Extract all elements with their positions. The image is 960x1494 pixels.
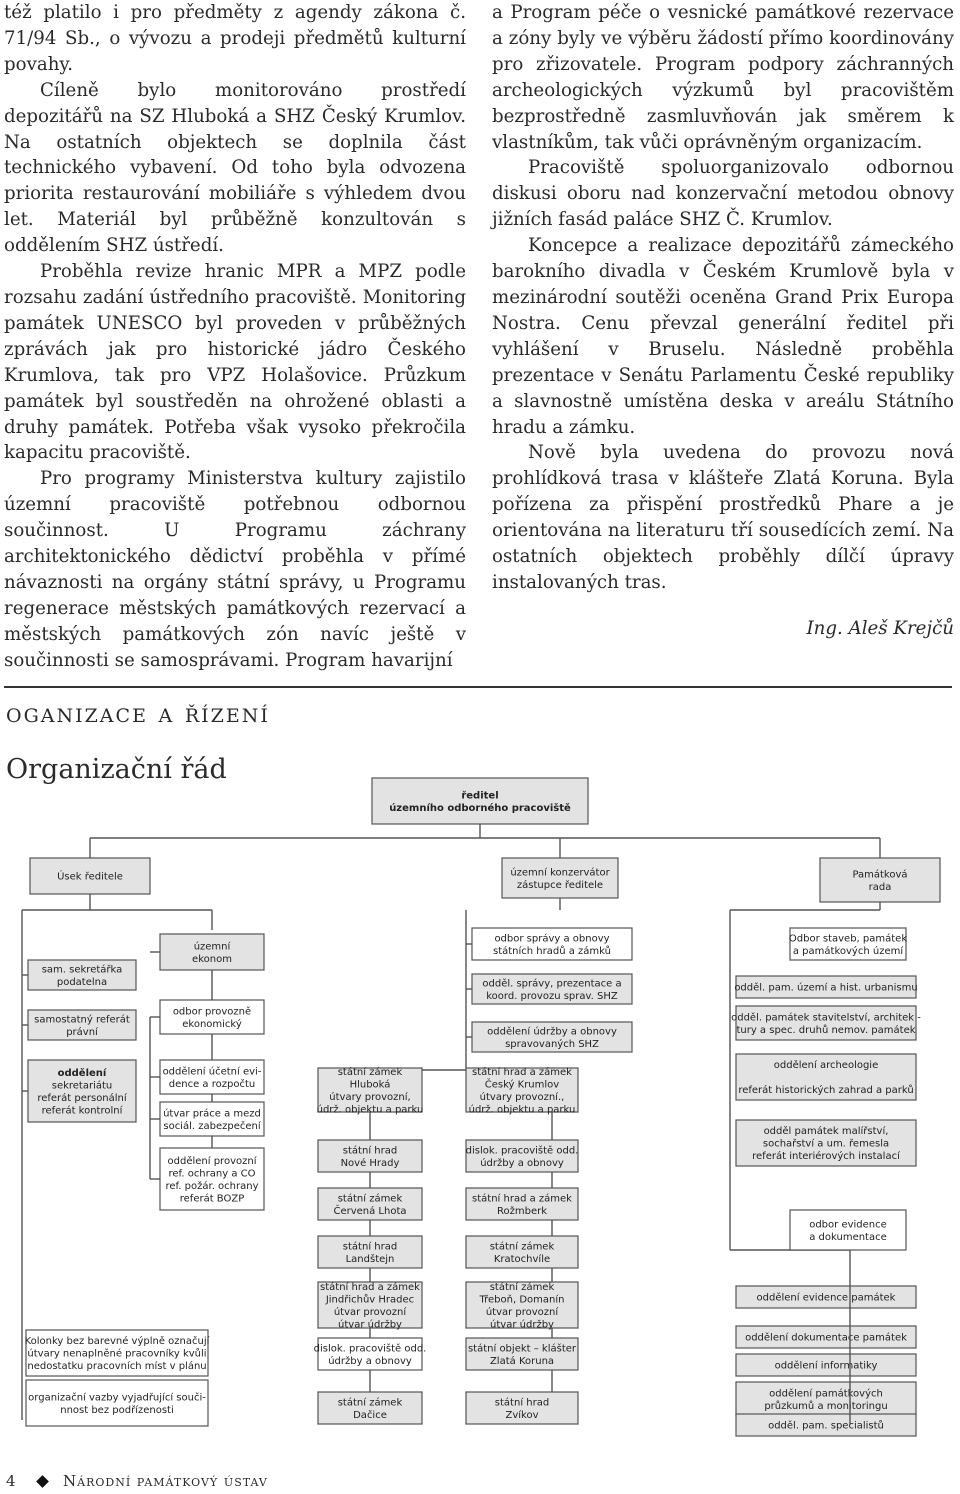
org-unit-label: odděl. pam. území a hist. urbanismu bbox=[734, 982, 918, 994]
publication-name: Národní památkový ústav bbox=[63, 1472, 268, 1490]
org-unit-box bbox=[790, 1210, 906, 1250]
org-unit-label: sekretariátu bbox=[51, 1080, 113, 1092]
org-unit-label: nedostatku pracovních míst v plánu bbox=[27, 1361, 207, 1372]
paragraph: a Program péče o vesnické památkové rezervace a zóny byly ve výběru žádostí přímo koordinovány pro zřizovatele. Program podpory záchranných archeologických výzkumů byl pracovištěm bezprostředně zasmluvňován jak směrem k vlastníkům, tak vůči oprávněným organizacím. bbox=[492, 2, 954, 153]
org-unit-box bbox=[731, 1006, 921, 1040]
org-unit-box bbox=[318, 1392, 422, 1424]
paragraph: Pracoviště spoluorganizovalo odbornou diskusi oboru nad konzervační metodou obnovy jižních fasád paláce SHZ Č. Krumlov. bbox=[492, 157, 954, 231]
org-unit-box bbox=[466, 1188, 578, 1220]
org-unit-label: oddělení archeologie bbox=[773, 1060, 879, 1071]
paragraph: též platilo i pro předměty z agendy zákona č. 71/94 Sb., o vývozu a prodeji předmětů kulturní povahy. bbox=[4, 2, 466, 75]
paragraph: Cíleně bylo monitorováno prostředí depozitářů na SZ Hluboká a SHZ Český Krumlov. Na ostatních objektech se doplnila část technického vybavení. Od toho byla odvozena priorita restaurování mobiliáře s výhledem dvou let. Materiál byl průběžně konzultován s oddělením SHZ ústředí. bbox=[4, 79, 466, 257]
org-unit-label: územního odborného pracoviště bbox=[389, 802, 571, 814]
org-unit-label: Kolonky bez barevné výplně označují bbox=[24, 1336, 210, 1347]
org-unit-label: údržby a obnovy bbox=[328, 1355, 412, 1367]
org-unit-label: tury a spec. druhů nemov. památek bbox=[736, 1024, 916, 1036]
org-unit-label: dence a rozpočtu bbox=[168, 1078, 256, 1090]
heritage-council-box bbox=[820, 858, 940, 902]
org-unit-label: Nové Hrady bbox=[340, 1157, 400, 1169]
org-unit-box bbox=[466, 1236, 578, 1268]
org-unit-label: státní hrad a zámek bbox=[320, 1281, 420, 1293]
org-unit-box bbox=[466, 1281, 578, 1331]
org-unit-label: ref. ochrany a CO bbox=[168, 1168, 256, 1180]
org-unit-box bbox=[736, 1354, 916, 1376]
org-unit-box bbox=[466, 1140, 579, 1172]
org-unit-box bbox=[466, 1066, 578, 1116]
diamond-icon bbox=[36, 1475, 49, 1488]
subsection-title: Organizační řád bbox=[6, 754, 227, 785]
org-unit-box bbox=[466, 1392, 578, 1424]
org-unit-box bbox=[736, 1286, 916, 1308]
org-unit-label: odděl. správy, prezentace a bbox=[482, 978, 622, 990]
org-unit-box bbox=[734, 976, 917, 998]
org-unit-label: státních hradů a zámků bbox=[493, 945, 611, 957]
paragraph: Pro programy Ministerstva kultury zajistilo územní pracoviště potřebnou odbornou součinnost. U Programu záchrany architektonického dědictví proběhla v přímé návaznosti na orgány státní správy, u Programu regenerace městských památkových rezervací a městských památkových zón navíc ještě v součinnosti se samosprávami. Program havarijní bbox=[4, 468, 466, 671]
org-unit-label: referát personální bbox=[37, 1092, 127, 1104]
section-divider bbox=[4, 686, 952, 688]
org-unit-label: oddělení informatiky bbox=[774, 1360, 878, 1372]
org-unit-label: oddělení bbox=[57, 1067, 107, 1079]
org-unit-label: samostatný referát bbox=[34, 1014, 130, 1026]
office-director-box bbox=[30, 858, 150, 894]
org-unit-box bbox=[318, 1140, 422, 1172]
org-unit-box bbox=[318, 1188, 422, 1220]
org-unit-label: oddělení památkových bbox=[769, 1388, 883, 1400]
org-unit-box bbox=[466, 1338, 578, 1370]
org-unit-label: koord. provozu sprav. SHZ bbox=[486, 990, 618, 1002]
org-unit-label: odbor provozně bbox=[172, 1006, 252, 1018]
org-unit-label: spravovaných SHZ bbox=[505, 1038, 599, 1050]
left-text-column bbox=[4, 0, 466, 674]
org-unit-label: podatelna bbox=[56, 976, 108, 988]
org-unit-label: odděl památek malířství, bbox=[763, 1126, 889, 1137]
org-unit-label: Český Krumlov bbox=[484, 1079, 560, 1091]
paragraph: Proběhla revize hranic MPR a MPZ podle rozsahu zadání ústředního pracoviště. Monitoring památek UNESCO byl proveden v průběžných zprávách jak pro historické jádro Českého Krumlova, tak pro VPZ Holašovice. Průzkum památek byl soustředěn na ohrožené oblasti a druhy památek. Potřeba však vysoko překročila kapacitu pracoviště. bbox=[4, 261, 466, 464]
org-unit-label: odbor evidence bbox=[809, 1219, 887, 1231]
org-unit-box bbox=[736, 1382, 916, 1416]
director-box bbox=[372, 778, 588, 824]
org-unit-box bbox=[160, 1000, 264, 1034]
org-unit-label: územní konzervátor bbox=[510, 867, 610, 879]
org-unit-label: právní bbox=[66, 1026, 98, 1038]
org-unit-box bbox=[472, 974, 632, 1004]
conservator-box bbox=[502, 858, 618, 898]
org-unit-label: státní zámek bbox=[337, 1066, 403, 1078]
org-unit-label: útvary provozní., bbox=[479, 1091, 565, 1103]
org-unit-label: organizační vazby vyjadřující souči- bbox=[28, 1392, 206, 1404]
org-unit-label: státní objekt – klášter bbox=[467, 1343, 577, 1355]
page-number: 4 bbox=[6, 1472, 16, 1490]
org-unit-label: oddělení účetní evi- bbox=[162, 1066, 262, 1078]
org-unit-label: odděl. pam. specialistů bbox=[768, 1420, 884, 1432]
org-unit-label: sochařství a um. řemesla bbox=[762, 1138, 890, 1150]
org-unit-label: dislok. pracoviště odd. bbox=[313, 1343, 427, 1355]
org-unit-label: dislok. pracoviště odd. bbox=[465, 1145, 579, 1157]
org-unit-label: ekonom bbox=[192, 953, 232, 965]
org-unit-box bbox=[318, 1236, 422, 1268]
org-unit-label: rada bbox=[868, 881, 892, 893]
org-unit-label: Kratochvíle bbox=[493, 1253, 551, 1265]
org-unit-label: sociál. zabezpečení bbox=[163, 1120, 261, 1132]
signature: Ing. Aleš Krejčů bbox=[806, 617, 954, 639]
paragraph: Koncepce a realizace depozitářů zámeckého barokního divadla v Českém Krumlově byla v mezinárodní soutěži oceněna Grand Prix Europa Nostra. Cenu převzal generální ředitel při vyhlášení v Bruselu. Následně proběhla prezentace v Senátu Parlamentu České republiky a slavnostně umístěna deska v areálu Státního hradu a zámku. bbox=[492, 235, 954, 438]
org-unit-label: údrž. objektu a parku bbox=[468, 1104, 576, 1116]
org-unit-label: oddělení dokumentace památek bbox=[745, 1332, 907, 1344]
org-unit-label: Rožmberk bbox=[496, 1205, 548, 1217]
org-unit-label: oddělení provozní bbox=[167, 1155, 257, 1167]
org-unit-label: útvar provozní bbox=[333, 1306, 407, 1318]
org-unit-label: Třeboň, Domanín bbox=[479, 1294, 565, 1306]
section-title: oganizace a řízení bbox=[6, 698, 270, 729]
org-unit-label: útvar provozní bbox=[485, 1306, 559, 1318]
org-unit-label: referát kontrolní bbox=[41, 1105, 123, 1117]
org-unit-label: územní bbox=[193, 941, 231, 953]
org-unit-label: Zlatá Koruna bbox=[489, 1355, 555, 1367]
org-unit-label: oddělení evidence památek bbox=[756, 1292, 896, 1304]
org-unit-box bbox=[160, 934, 264, 970]
org-unit-box bbox=[160, 1102, 264, 1136]
org-unit-label: odděl. památek stavitelství, architek - bbox=[731, 1012, 921, 1024]
org-unit-label: útvary nenaplněné pracovníky kvůli bbox=[27, 1348, 207, 1360]
org-unit-box bbox=[472, 928, 632, 960]
org-unit-label: státní zámek bbox=[489, 1281, 555, 1293]
org-unit-label: referát interiérových instalací bbox=[752, 1151, 900, 1162]
paragraph: Nově byla uvedena do provozu nová prohlídková trasa v klášteře Zlatá Koruna. Byla pořízena za přispění prostředků Phare a je orientována na literaturu tří sousedících zemí. Na ostatních objektech proběhly dílčí úpravy instalovaných tras. bbox=[492, 442, 954, 593]
org-unit-label: zástupce ředitele bbox=[516, 879, 604, 891]
org-unit-label: Zvíkov bbox=[505, 1409, 539, 1421]
org-unit-label: Památková bbox=[852, 869, 908, 881]
org-unit-label: útvar údržby bbox=[338, 1319, 402, 1331]
org-unit-box bbox=[736, 1120, 916, 1166]
org-unit-box bbox=[472, 1022, 632, 1052]
org-unit-box bbox=[736, 1414, 916, 1436]
org-unit-label: státní hrad bbox=[494, 1397, 550, 1409]
org-unit-label: nnost bez podřízenosti bbox=[60, 1404, 174, 1416]
org-unit-label: státní hrad a zámek bbox=[472, 1066, 572, 1078]
org-unit-label: sam. sekretářka bbox=[41, 964, 123, 976]
org-unit-label: státní zámek bbox=[337, 1397, 403, 1409]
org-unit-label: státní zámek bbox=[489, 1241, 555, 1253]
org-unit-label: a památkových území bbox=[792, 945, 904, 957]
org-unit-box bbox=[160, 1060, 264, 1094]
org-unit-box bbox=[28, 960, 136, 990]
org-unit-label: průzkumů a monitoringu bbox=[764, 1400, 888, 1412]
legend-note bbox=[25, 1330, 211, 1376]
legend-note bbox=[26, 1380, 208, 1426]
org-unit-label: Landštejn bbox=[345, 1253, 395, 1265]
org-unit-label: odbor správy a obnovy bbox=[494, 933, 610, 945]
org-unit-label: Odbor staveb, památek bbox=[788, 933, 908, 945]
org-unit-box bbox=[736, 1054, 916, 1100]
org-unit-label: Jindřichův Hradec bbox=[325, 1294, 415, 1306]
right-text-column bbox=[492, 0, 954, 642]
org-unit-label: státní hrad bbox=[342, 1145, 398, 1157]
org-unit-label: ref. požár. ochrany bbox=[165, 1180, 259, 1192]
org-unit-box bbox=[28, 1010, 136, 1040]
org-chart bbox=[0, 770, 960, 1460]
org-unit-label: útvar práce a mezd bbox=[163, 1108, 261, 1120]
org-unit-label: státní hrad bbox=[342, 1241, 398, 1253]
org-unit-label: státní hrad a zámek bbox=[472, 1193, 572, 1205]
org-unit-box bbox=[789, 928, 907, 960]
org-unit-box bbox=[160, 1148, 264, 1210]
org-unit-label: referát BOZP bbox=[179, 1193, 245, 1205]
org-unit-label: oddělení údržby a obnovy bbox=[487, 1026, 617, 1038]
org-unit-box bbox=[736, 1326, 916, 1348]
org-unit-label: a dokumentace bbox=[809, 1231, 887, 1243]
page-footer bbox=[6, 1472, 268, 1490]
org-unit-label: údržby a obnovy bbox=[480, 1157, 564, 1169]
org-unit-label: Červená Lhota bbox=[333, 1205, 407, 1217]
org-unit-label: státní zámek bbox=[337, 1193, 403, 1205]
org-unit-label: útvar údržby bbox=[490, 1319, 554, 1331]
org-unit-box bbox=[314, 1338, 427, 1370]
org-unit-label: údrž. objektu a parku bbox=[316, 1104, 424, 1116]
org-unit-label: Hluboká bbox=[349, 1079, 391, 1091]
org-unit-label: referát historických zahrad a parků bbox=[738, 1085, 914, 1096]
org-unit-label: ekonomický bbox=[182, 1018, 242, 1030]
org-unit-label: ředitel bbox=[461, 790, 499, 802]
org-unit-label: Dačice bbox=[353, 1409, 387, 1421]
org-unit-box bbox=[318, 1281, 422, 1331]
org-unit-box bbox=[28, 1060, 136, 1122]
org-unit-box bbox=[317, 1066, 424, 1116]
org-unit-label: Úsek ředitele bbox=[57, 871, 123, 883]
org-unit-label: útvary provozní, bbox=[329, 1091, 411, 1103]
